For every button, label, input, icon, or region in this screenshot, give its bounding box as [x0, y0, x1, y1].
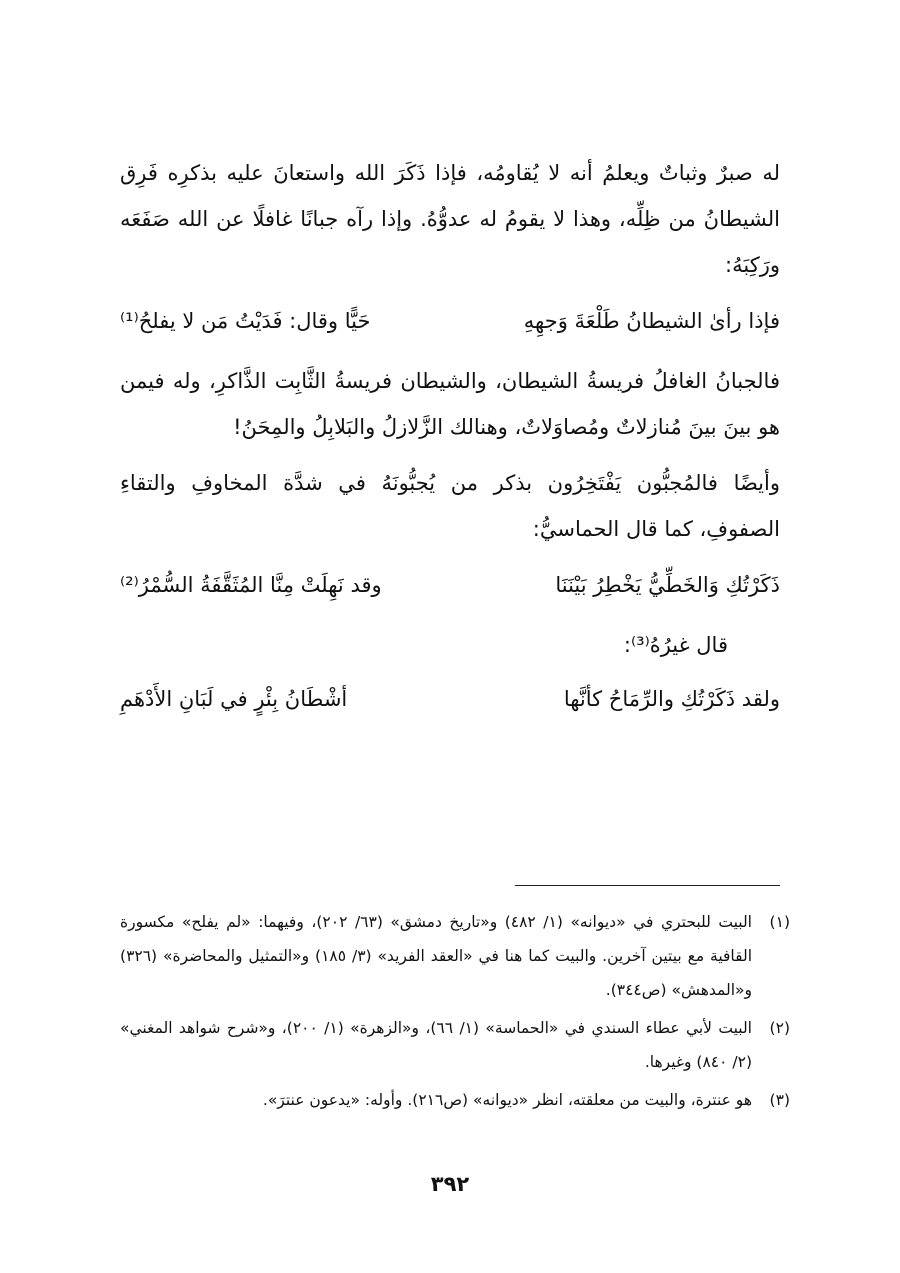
footnote-divider [515, 885, 780, 886]
footnote-text: هو عنترة، والبيت من معلقته، انظر «ديوانه» (ص٢١٦). وأوله: «يدعون عنترَ». [262, 1091, 752, 1109]
footnote-text: البيت للبحتري في «ديوانه» (١/ ٤٨٢) و«تاريخ دمشق» (٦٣/ ٢٠٢)، وفيهما: «لم يفلح» مكسورة القافية مع بيتين آخرين. والبيت كما هنا في «العقد الفريد» (٣/ ١٨٥) و«التمثيل والمحاضرة» (٣٢٦) و«المدهش» (ص٣٤٤). [120, 913, 753, 999]
paragraph-3: وأيضًا فالمُجبُّون يَفْتَخِرُون بذكر من يُجبُّونَهُ في شدَّة المخاوفِ والتقاءِ الصفوفِ، كما قال الحماسيُّ: [120, 471, 780, 541]
footnotes [120, 905, 790, 1121]
page-number: ٣٩٢ [430, 1172, 470, 1196]
verse-2-first-hemistich: ذَكَرْتُكِ وَالخَطِّيُّ يَخْطِرُ بَيْنَنَا [555, 573, 780, 597]
footnote-1 [120, 905, 790, 1007]
verse-2-second-hemistich: وقد نَهِلَتْ مِنَّا المُثَقَّفَةُ السُّمْرُ⁽²⁾ [120, 573, 382, 597]
main-text [120, 150, 780, 736]
verse-3 [120, 676, 780, 722]
verse-1 [120, 298, 780, 344]
footnote-number: (١) [769, 913, 790, 931]
footnote-2 [120, 1011, 790, 1079]
footnote-3 [120, 1083, 790, 1117]
verse-3-intro: قال غيرُهُ⁽³⁾: [623, 633, 728, 657]
verse-3-second-hemistich: أشْطَانُ بِئْرٍ في لَبَانِ الأَدْهَمِ [120, 687, 348, 711]
verse-1-first-hemistich: فإذا رأىٰ الشيطانُ طَلْعَةَ وَجهِهِ [523, 309, 780, 333]
paragraph-2: فالجبانُ الغافلُ فريسةُ الشيطان، والشيطان فريسةُ الثَّابِت الذَّاكرِ، وله فيمن هو بينَ بينَ مُنازلاتٌ ومُصاوَلاتٌ، وهنالك الزَّلازلُ والبَلابِلُ والمِحَنُ! [120, 369, 780, 439]
verse-2 [120, 562, 780, 608]
verse-1-second-hemistich: حَيًّا وقال: فَدَيْتُ مَن لا يفلحُ⁽¹⁾ [120, 309, 371, 333]
footnote-number: (٢) [769, 1019, 790, 1037]
footnote-number: (٣) [769, 1091, 790, 1109]
footnote-text: البيت لأبي عطاء السندي في «الحماسة» (١/ ٦٦)، و«الزهرة» (١/ ٢٠٠)، و«شرح شواهد المغني» (٢/ ٨٤٠) وغيرها. [120, 1019, 752, 1071]
verse-3-first-hemistich: ولقد ذَكَرْتُكِ والرِّمَاحُ كأنَّها [563, 687, 780, 711]
paragraph-1: له صبرٌ وثباتٌ ويعلمُ أنه لا يُقاومُه، فإذا ذَكَرَ الله واستعانَ عليه بذكرِه فَرِق الشيطانُ من ظِلِّه، وهذا لا يقومُ له عدوُّهُ. وإذا رآه جبانًا غافلًا عن الله صَفَعَه ورَكِبَهُ: [120, 161, 780, 277]
